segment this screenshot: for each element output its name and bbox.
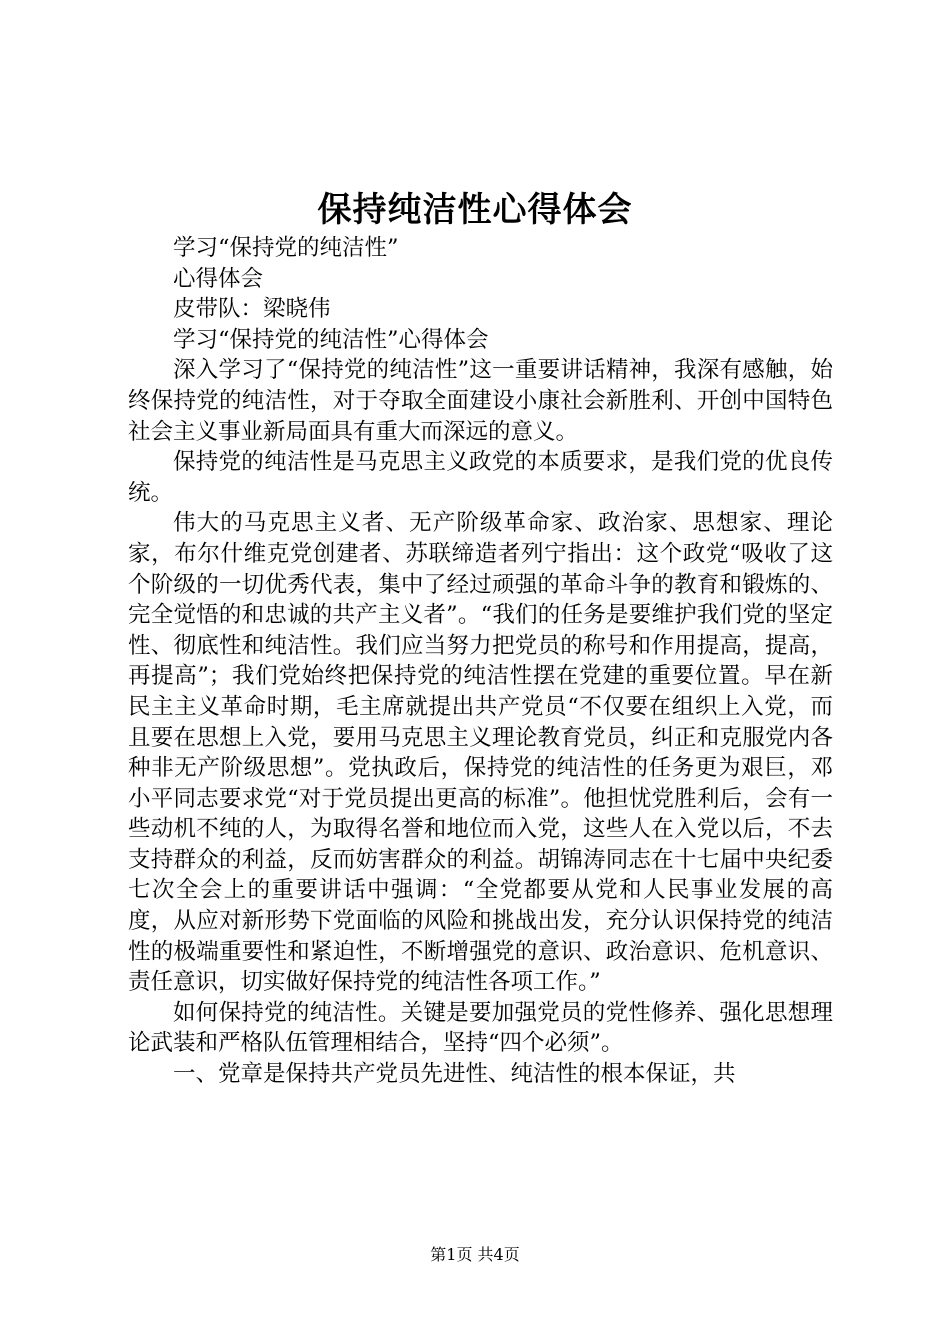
paragraph-body: 保持党的纯洁性是马克思主义政党的本质要求，是我们党的优良传统。 [128, 449, 833, 506]
document-body [128, 233, 833, 1090]
paragraph-subtitle-line2: 心得体会 [173, 265, 264, 292]
paragraph-body: 如何保持党的纯洁性。关键是要加强党员的党性修养、强化思想理论武装和严格队伍管理相结合，坚持“四个必须”。 [128, 999, 833, 1057]
paragraph-body: 一、党章是保持共产党员先进性、纯洁性的根本保证，共 [173, 1061, 736, 1088]
page-number-footer: 第1页 共4页 [430, 1245, 520, 1264]
paragraph-heading: 学习“保持党的纯洁性”心得体会 [173, 326, 489, 353]
paragraph-author: 皮带队：梁晓伟 [173, 296, 331, 323]
paragraph-body: 深入学习了“保持党的纯洁性”这一重要讲话精神，我深有感触，始终保持党的纯洁性，对于夺取全面建设小康社会新胜利、开创中国特色社会主义事业新局面具有重大而深远的意义。 [128, 357, 833, 445]
document-title: 保持纯洁性心得体会 [317, 190, 633, 230]
paragraph-subtitle-line1: 学习“保持党的纯洁性” [173, 235, 399, 261]
paragraph-body: 伟大的马克思主义者、无产阶级革命家、政治家、思想家、理论家，布尔什维克党创建者、苏联缔造者列宁指出：这个政党“吸收了这个阶级的一切优秀代表，集中了经过顽强的革命斗争的教育和锻炼的、完全觉悟的和忠诚的共产主义者”。“我们的任务是要维护我们党的坚定性、彻底性和纯洁性。我们应当努力把党员的称号和作用提高，提高，再提高”；我们党始终把保持党的纯洁性摆在党建的重要位置。早在新民主主义革命时期，毛主席就提出共产党员“不仅要在组织上入党，而且要在思想上入党，要用马克思主义理论教育党员，纠正和克服党内各种非无产阶级思想”。党执政后，保持党的纯洁性的任务更为艰巨，邓小平同志要求党“对于党员提出更高的标准”。他担忧党胜利后，会有一些动机不纯的人，为取得名誉和地位而入党，这些人在入党以后，不去支持群众的利益，反而妨害群众的利益。胡锦涛同志在十七届中央纪委七次全会上的重要讲话中强调：“全党都要从党和人民事业发展的高度，从应对新形势下党面临的风险和挑战出发，充分认识保持党的纯洁性的极端重要性和紧迫性，不断增强党的意识、政治意识、危机意识、责任意识，切实做好保持党的纯洁性各项工作。” [128, 510, 833, 996]
